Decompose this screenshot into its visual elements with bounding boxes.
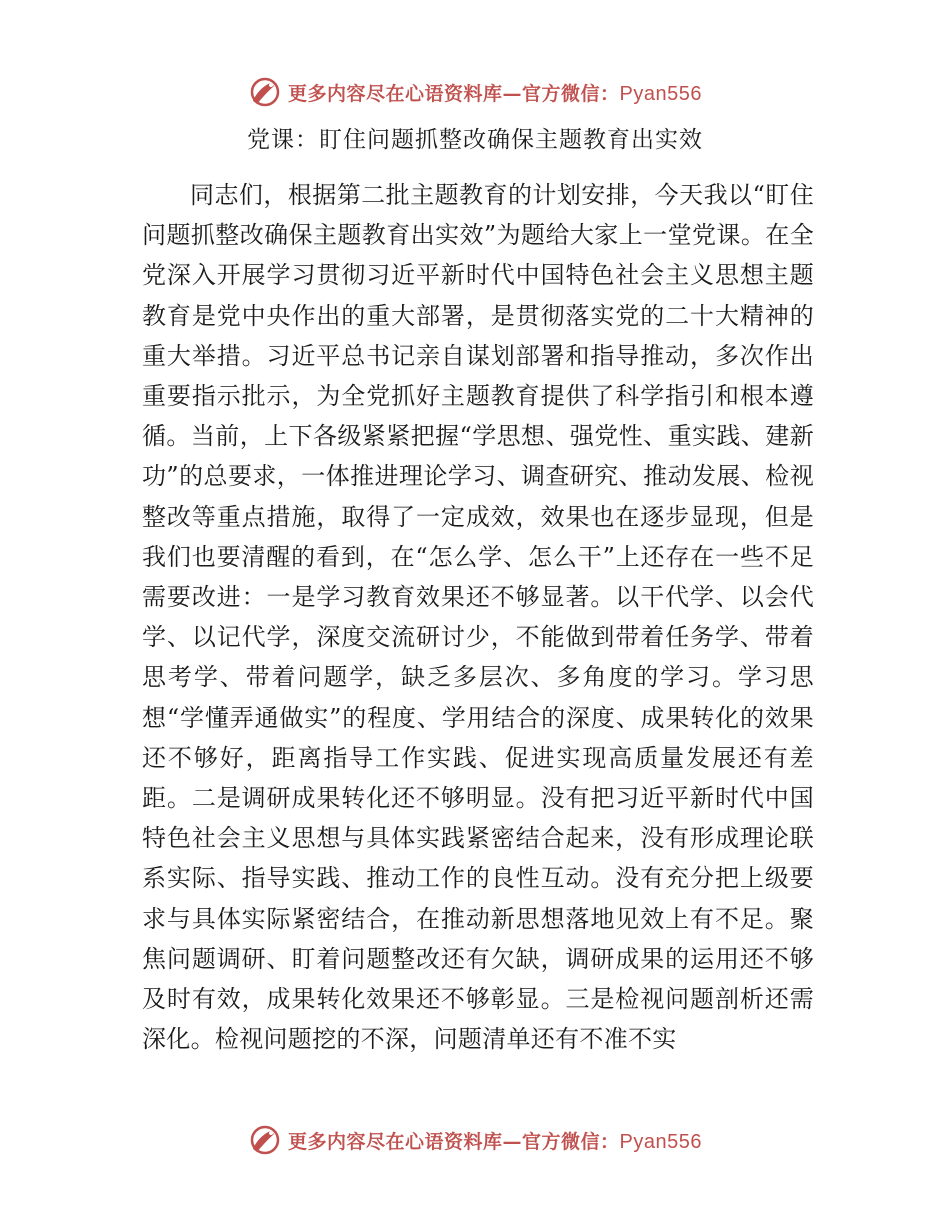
footer-watermark <box>0 1120 950 1160</box>
watermark-account: Pyan556 <box>619 1130 702 1153</box>
body-paragraph: 同志们，根据第二批主题教育的计划安排，今天我以“盯住问题抓整改确保主题教育出实效”为题给大家上一堂党课。在全党深入开展学习贯彻习近平新时代中国特色社会主义思想主题教育是党中央作出的重大部署，是贯彻落实党的二十大精神的重大举措。习近平总书记亲自谋划部署和指导推动，多次作出重要指示批示，为全党抓好主题教育提供了科学指引和根本遵循。当前，上下各级紧紧把握“学思想、强党性、重实践、建新功”的总要求，一体推进理论学习、调查研究、推动发展、检视整改等重点措施，取得了一定成效，效果也在逐步显现，但是我们也要清醒的看到，在“怎么学、怎么干”上还存在一些不足需要改进：一是学习教育效果还不够显著。以干代学、以会代学、以记代学，深度交流研讨少，不能做到带着任务学、带着思考学、带着问题学，缺乏多层次、多角度的学习。学习思想“学懂弄通做实”的程度、学用结合的深度、成果转化的效果还不够好，距离指导工作实践、促进实现高质量发展还有差距。二是调研成果转化还不够明显。没有把习近平新时代中国特色社会主义思想与具体实践紧密结合起来，没有形成理论联系实际、指导实践、推动工作的良性互动。没有充分把上级要求与具体实际紧密结合，在推动新思想落地见效上有不足。聚焦问题调研、盯着问题整改还有欠缺，调研成果的运用还不够及时有效，成果转化效果还不够彰显。三是检视问题剖析还需深化。检视问题挖的不深，问题清单还有不准不实 <box>142 181 814 1054</box>
watermark-account: Pyan556 <box>619 82 702 105</box>
pen-nib-logo-icon <box>248 1123 282 1157</box>
watermark-text <box>288 1127 702 1154</box>
watermark-prefix: 更多内容尽在心语资料库—官方微信： <box>288 1130 620 1153</box>
pen-nib-logo-icon <box>248 75 282 109</box>
document-title: 党课：盯住问题抓整改确保主题教育出实效 <box>247 127 703 153</box>
watermark-text <box>288 79 702 106</box>
document-body <box>142 175 814 1059</box>
watermark-prefix: 更多内容尽在心语资料库—官方微信： <box>288 82 620 105</box>
header-watermark <box>0 72 950 112</box>
